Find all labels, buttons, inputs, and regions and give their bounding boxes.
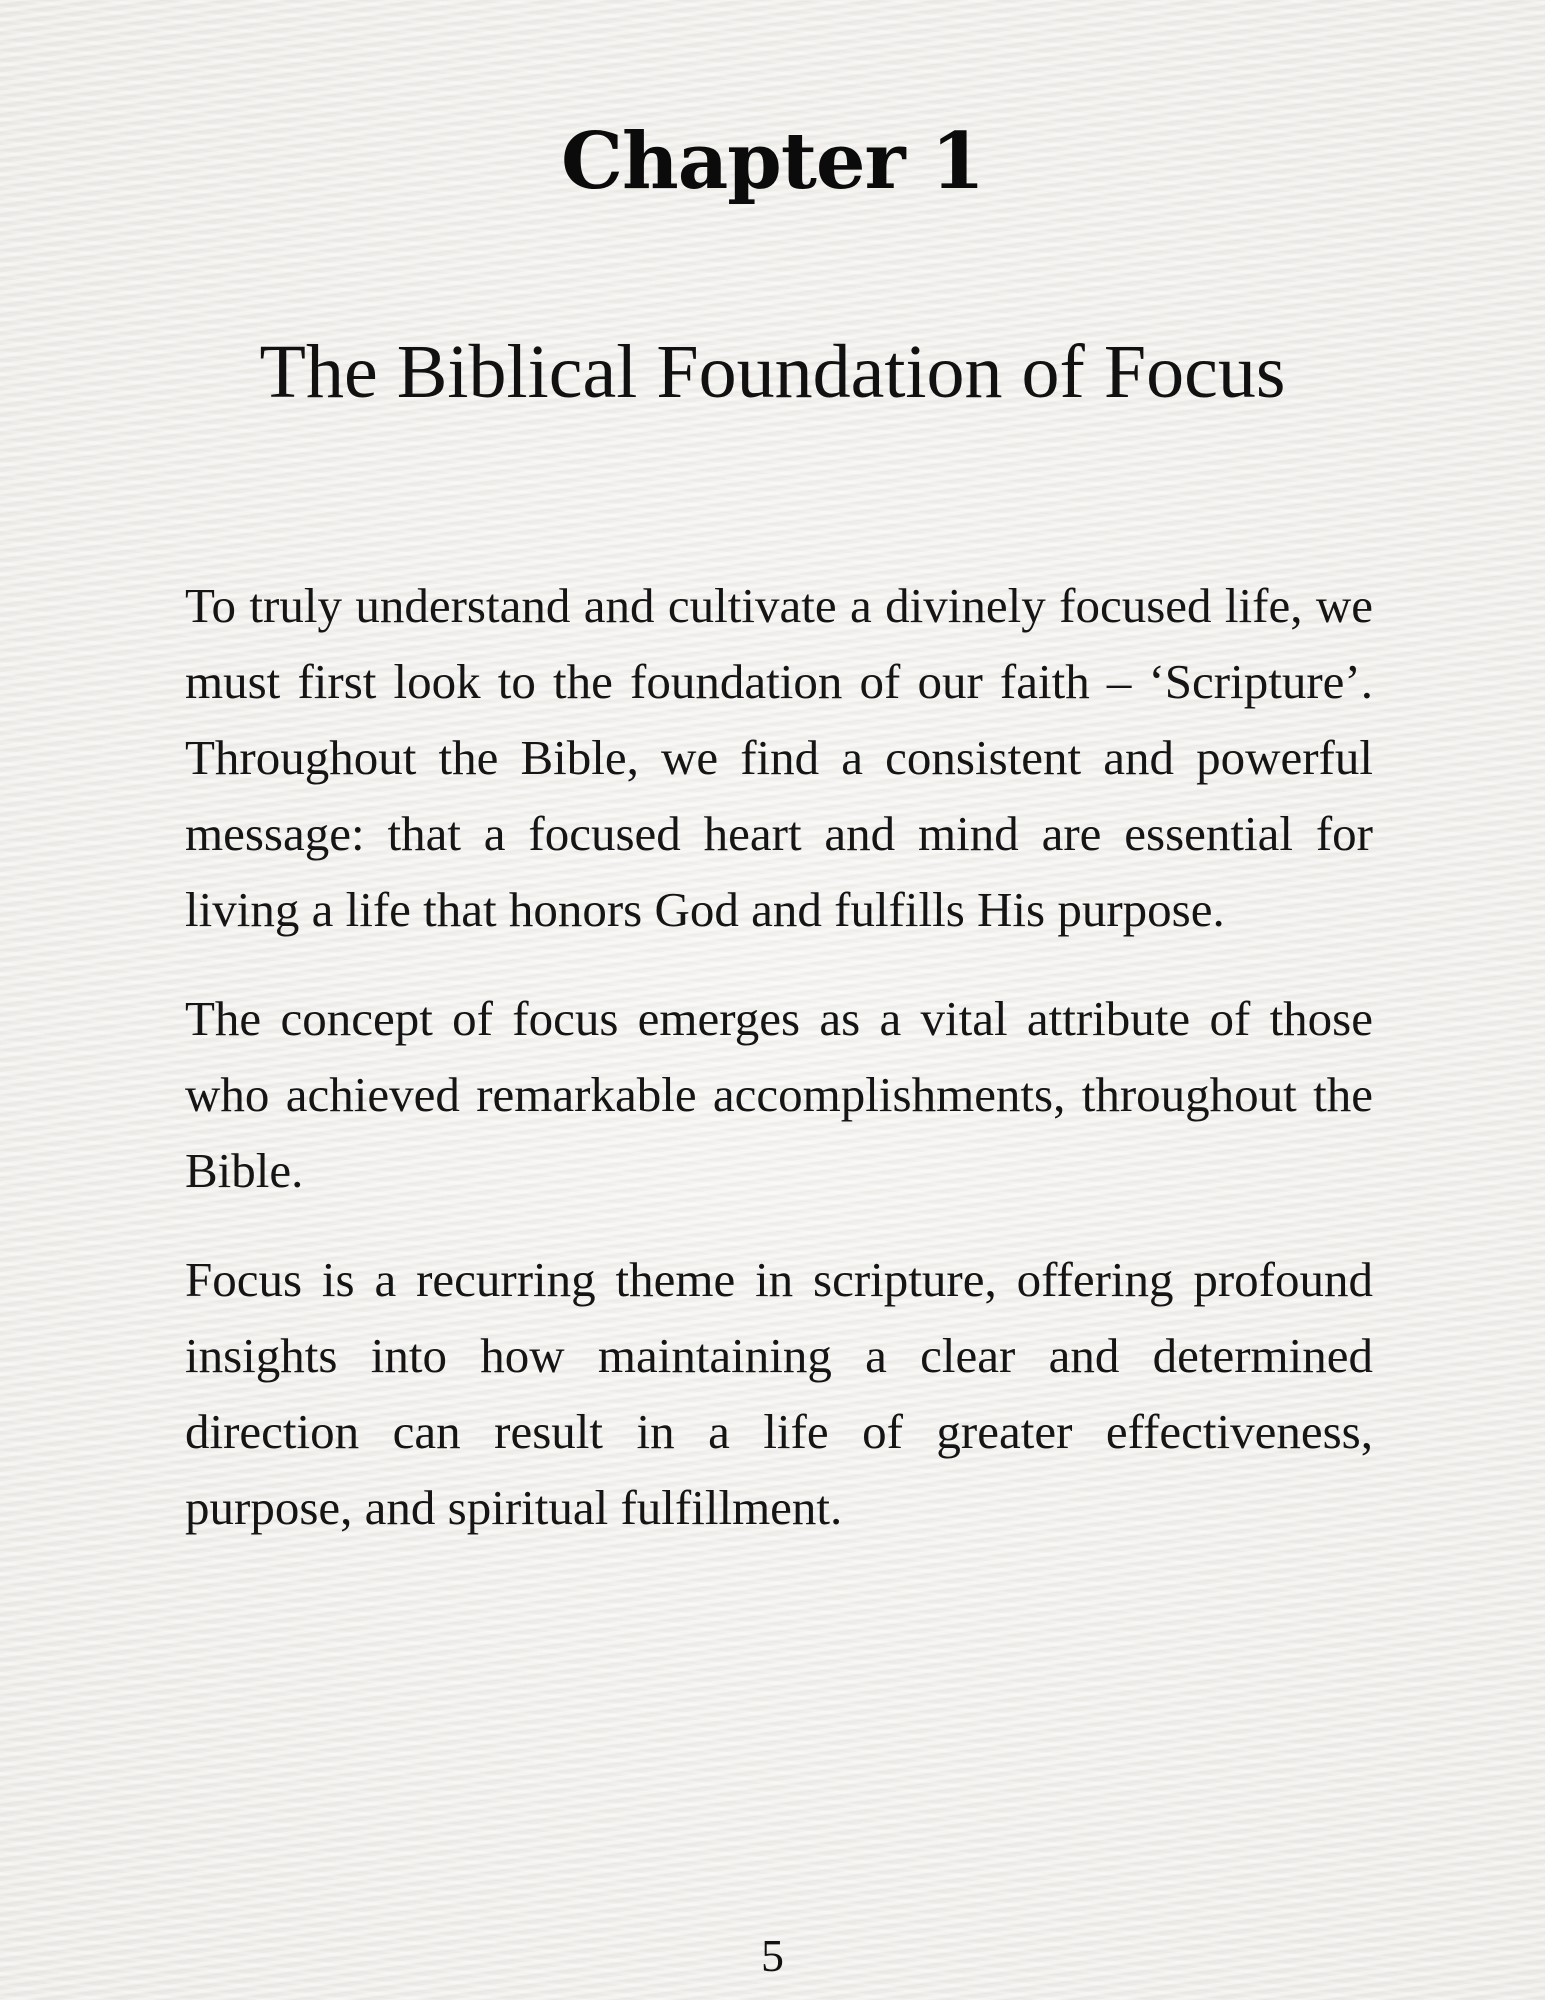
chapter-heading: Chapter 1 xyxy=(560,116,985,207)
body-paragraph-3: Focus is a recurring theme in scripture, offering profound insights into how maintaining a clear and determined direction can result in a life of greater effectiveness, purpose, and spiritual fulfillment. xyxy=(185,1252,1373,1535)
body-paragraph-2: The concept of focus emerges as a vital attribute of those who achieved remarkable accomplishments, throughout the Bible. xyxy=(185,991,1373,1198)
page-number: 5 xyxy=(761,1930,784,1981)
chapter-body xyxy=(185,568,1373,1579)
chapter-title: The Biblical Foundation of Focus xyxy=(259,330,1286,414)
body-paragraph-1: To truly understand and cultivate a divinely focused life, we must first look to the foundation of our faith – ‘Scripture’. Throughout the Bible, we find a consistent and powerful message: that a focused heart and mind are essential for living a life that honors God and fulfills His purpose. xyxy=(185,578,1373,937)
